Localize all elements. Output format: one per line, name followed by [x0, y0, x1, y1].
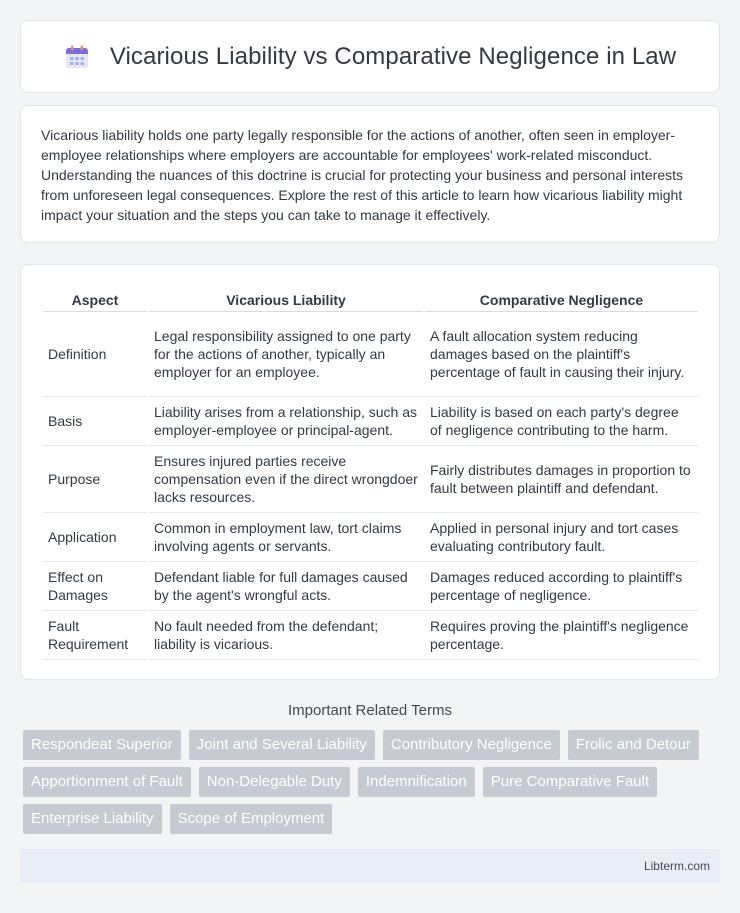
table-cell-aspect: Fault Requirement [43, 611, 147, 660]
table-cell-vicarious: Legal responsibility assigned to one party for the actions of another, typically an employer for an employee. [149, 312, 423, 397]
table-row [43, 611, 698, 660]
table-cell-vicarious: No fault needed from the defendant; liability is vicarious. [149, 611, 423, 660]
calendar-icon [64, 44, 90, 70]
comparison-table-card [20, 264, 720, 680]
table-cell-comparative: Fairly distributes damages in proportion to fault between plaintiff and defendant. [425, 446, 698, 513]
related-term-tag[interactable]: Respondeat Superior [23, 730, 181, 760]
related-terms-list [20, 730, 720, 834]
related-term-tag[interactable]: Apportionment of Fault [23, 767, 191, 797]
table-row [43, 397, 698, 446]
page-title: Vicarious Liability vs Comparative Negligence in Law [109, 42, 677, 70]
table-cell-aspect: Effect on Damages [43, 562, 147, 611]
header-card [20, 20, 720, 93]
intro-text: Vicarious liability holds one party legally responsible for the actions of another, often seen in employer-employee relationships where employers are accountable for employees' work-related misconduct. Understanding the nuances of this doctrine is crucial for protecting your business and personal interests from unforeseen legal consequences. Explore the rest of this article to learn how vicarious liability might impact your situation and the steps you can take to manage it effectively. [41, 127, 684, 223]
related-term-tag[interactable]: Indemnification [358, 767, 475, 797]
table-row [43, 312, 698, 397]
table-header-row [43, 285, 698, 312]
table-cell-comparative: Requires proving the plaintiff's negligence percentage. [425, 611, 698, 660]
table-cell-aspect: Basis [43, 397, 147, 446]
table-cell-comparative: A fault allocation system reducing damages based on the plaintiff's percentage of fault in causing their injury. [425, 312, 698, 397]
table-cell-aspect: Definition [43, 312, 147, 397]
table-header-cell: Vicarious Liability [149, 285, 423, 312]
related-term-tag[interactable]: Frolic and Detour [568, 730, 699, 760]
table-row [43, 562, 698, 611]
footer-site-link[interactable]: Libterm.com [643, 859, 710, 873]
table-cell-comparative: Applied in personal injury and tort cases evaluating contributory fault. [425, 513, 698, 562]
table-row [43, 513, 698, 562]
table-cell-comparative: Damages reduced according to plaintiff's percentage of negligence. [425, 562, 698, 611]
table-cell-aspect: Purpose [43, 446, 147, 513]
table-header-cell: Aspect [43, 285, 147, 312]
table-cell-vicarious: Ensures injured parties receive compensation even if the direct wrongdoer lacks resources. [149, 446, 423, 513]
related-terms-title: Important Related Terms [288, 702, 452, 719]
related-term-tag[interactable]: Joint and Several Liability [189, 730, 375, 760]
table-cell-vicarious: Defendant liable for full damages caused by the agent's wrongful acts. [149, 562, 423, 611]
comparison-table [41, 285, 700, 660]
footer-bar [20, 849, 720, 883]
related-term-tag[interactable]: Non-Delegable Duty [199, 767, 350, 797]
table-cell-vicarious: Liability arises from a relationship, such as employer-employee or principal-agent. [149, 397, 423, 446]
table-cell-vicarious: Common in employment law, tort claims involving agents or servants. [149, 513, 423, 562]
intro-card [20, 105, 720, 243]
related-term-tag[interactable]: Scope of Employment [170, 804, 333, 834]
table-cell-comparative: Liability is based on each party's degree of negligence contributing to the harm. [425, 397, 698, 446]
related-term-tag[interactable]: Pure Comparative Fault [483, 767, 657, 797]
table-cell-aspect: Application [43, 513, 147, 562]
related-term-tag[interactable]: Contributory Negligence [383, 730, 560, 760]
table-header-cell: Comparative Negligence [425, 285, 698, 312]
related-term-tag[interactable]: Enterprise Liability [23, 804, 162, 834]
table-row [43, 446, 698, 513]
